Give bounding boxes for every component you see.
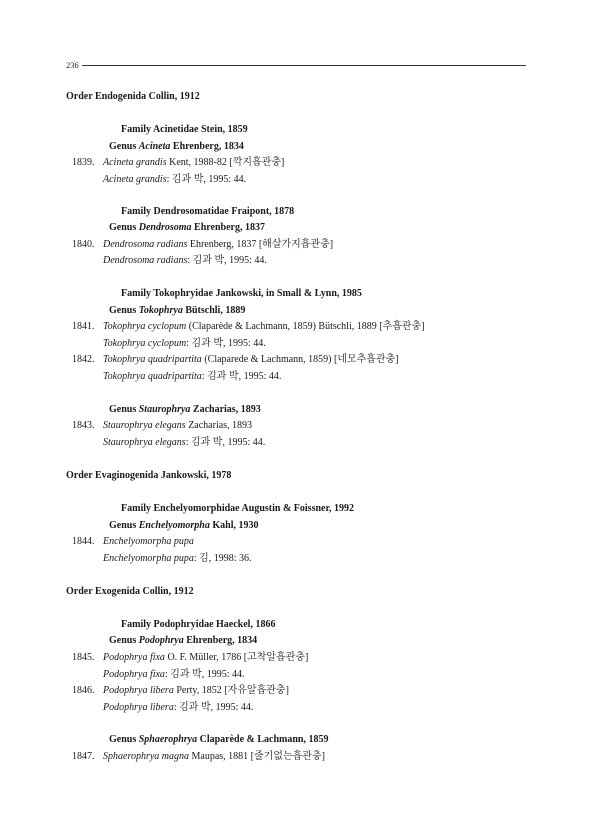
genus-heading xyxy=(109,305,245,317)
text-segment: Genus xyxy=(109,520,139,531)
entry-number: 1839. xyxy=(72,157,95,168)
taxon-name: Podophrya libera xyxy=(103,702,174,713)
taxon-name: Staurophrya elegans xyxy=(103,420,186,431)
text-segment: O. F. Müller, 1786 [고착알흡관충] xyxy=(164,652,309,663)
taxon-name: Podophrya fixa xyxy=(103,669,165,680)
text-segment: Genus xyxy=(109,404,139,415)
taxon-name: Sphaerophrya magna xyxy=(103,751,190,762)
taxon-name: Enchelyomorpha pupa xyxy=(103,553,194,564)
text-segment: Kent, 1988-82 [깍지흡관충] xyxy=(166,157,285,168)
text-segment: Family Acinetidae Stein, 1859 xyxy=(121,124,248,135)
order-heading xyxy=(66,470,231,482)
family-heading xyxy=(121,206,294,218)
species-reference xyxy=(103,371,281,383)
species-reference xyxy=(103,669,244,681)
entry-number: 1841. xyxy=(72,321,95,332)
taxon-name: Tokophrya cyclopum xyxy=(103,338,187,349)
text-segment: Ehrenberg, 1837 xyxy=(191,222,265,233)
text-segment: Order Evaginogenida Jankowski, 1978 xyxy=(66,470,232,481)
text-segment: Kahl, 1930 xyxy=(209,520,259,531)
species-reference xyxy=(103,174,246,186)
entry-number: 1846. xyxy=(72,685,95,696)
entry-number: 1843. xyxy=(72,420,95,431)
text-segment: Ehrenberg, 1834 xyxy=(183,635,258,646)
text-segment: (Claparede & Lachmann, 1859) [네모추흡관충] xyxy=(201,354,399,365)
family-heading xyxy=(121,503,354,515)
genus-heading xyxy=(109,404,261,416)
text-segment: : 김, 1998: 36. xyxy=(193,553,252,564)
text-segment: Order Exogenida Collin, 1912 xyxy=(66,586,194,597)
text-segment: Family Enchelyomorphidae Augustin & Foissner, 1992 xyxy=(121,503,354,514)
taxon-name: Dendrosoma radians xyxy=(103,255,188,266)
order-heading xyxy=(66,91,200,103)
species-entry xyxy=(72,157,284,169)
entry-number: 1845. xyxy=(72,652,95,663)
text-segment: Family Dendrosomatidae Fraipont, 1878 xyxy=(121,206,295,217)
species-entry xyxy=(72,536,194,548)
species-reference xyxy=(103,702,253,714)
taxon-name: Podophrya libera xyxy=(103,685,174,696)
text-segment: Genus xyxy=(109,222,139,233)
text-segment: : 김과 박, 1995: 44. xyxy=(164,669,245,680)
text-segment: Family Tokophryidae Jankowski, in Small & Lynn, 1985 xyxy=(121,288,362,299)
species-entry xyxy=(72,321,425,333)
taxon-name: Acineta grandis xyxy=(103,157,167,168)
text-segment: : 김과 박, 1995: 44. xyxy=(166,174,247,185)
species-reference xyxy=(103,338,266,350)
text-segment: Genus xyxy=(109,141,139,152)
text-segment: : 김과 박, 1995: 44. xyxy=(185,437,266,448)
taxon-name: Tokophrya quadripartita xyxy=(103,354,202,365)
text-segment: Perty, 1852 [자유알흡관충] xyxy=(173,685,289,696)
text-segment: Genus xyxy=(109,305,139,316)
taxon-name: Staurophrya xyxy=(138,404,191,415)
species-entry xyxy=(72,239,333,251)
species-entry xyxy=(72,354,399,366)
family-heading xyxy=(121,619,275,631)
taxon-name: Tokophrya cyclopum xyxy=(103,321,187,332)
taxon-name: Staurophrya elegans xyxy=(103,437,186,448)
family-heading xyxy=(121,288,362,300)
text-segment: Ehrenberg, 1837 [해살가지흡관충] xyxy=(187,239,334,250)
taxon-name: Dendrosoma xyxy=(138,222,192,233)
taxon-name: Acineta xyxy=(138,141,171,152)
text-segment: Ehrenberg, 1834 xyxy=(170,141,244,152)
species-reference xyxy=(103,437,265,449)
text-segment: Order Endogenida Collin, 1912 xyxy=(66,91,200,102)
taxon-name: Dendrosoma radians xyxy=(103,239,188,250)
text-segment: Zacharias, 1893 xyxy=(185,420,253,431)
species-entry xyxy=(72,652,308,664)
text-segment: : 김과 박, 1995: 44. xyxy=(201,371,282,382)
text-segment: Bütschli, 1889 xyxy=(182,305,246,316)
species-reference xyxy=(103,255,267,267)
genus-heading xyxy=(109,734,329,746)
species-entry xyxy=(72,685,289,697)
text-segment: Family Podophryidae Haeckel, 1866 xyxy=(121,619,276,630)
text-segment: Zacharias, 1893 xyxy=(190,404,261,415)
page-number: 236 xyxy=(66,60,79,70)
text-segment: Claparède & Lachmann, 1859 xyxy=(197,734,329,745)
order-heading xyxy=(66,586,194,598)
text-segment: : 김과 박, 1995: 44. xyxy=(186,338,266,349)
text-segment: : 김과 박, 1995: 44. xyxy=(187,255,267,266)
entry-number: 1844. xyxy=(72,536,95,547)
entry-number: 1847. xyxy=(72,751,95,762)
taxon-name: Tokophrya xyxy=(138,305,183,316)
taxon-name: Podophrya fixa xyxy=(103,652,165,663)
text-segment: : 김과 박, 1995: 44. xyxy=(173,702,254,713)
taxon-name: Enchelyomorpha xyxy=(138,520,210,531)
text-segment: (Claparède & Lachmann, 1859) Bütschli, 1889 [추흡관충] xyxy=(186,321,425,332)
genus-heading xyxy=(109,222,265,234)
genus-heading xyxy=(109,141,244,153)
text-segment: Genus xyxy=(109,635,139,646)
taxon-name: Tokophrya quadripartita xyxy=(103,371,202,382)
species-entry xyxy=(72,751,325,763)
genus-heading xyxy=(109,635,257,647)
taxon-name: Podophrya xyxy=(138,635,184,646)
genus-heading xyxy=(109,520,258,532)
entry-number: 1842. xyxy=(72,354,95,365)
text-segment: Maupas, 1881 [줄기없는흡관충] xyxy=(189,751,325,762)
family-heading xyxy=(121,124,248,136)
species-reference xyxy=(103,553,252,565)
taxon-name: Enchelyomorpha pupa xyxy=(103,536,194,547)
text-segment: Genus xyxy=(109,734,139,745)
entry-number: 1840. xyxy=(72,239,95,250)
taxon-name: Sphaerophrya xyxy=(138,734,198,745)
taxon-name: Acineta grandis xyxy=(103,174,167,185)
species-entry xyxy=(72,420,252,432)
